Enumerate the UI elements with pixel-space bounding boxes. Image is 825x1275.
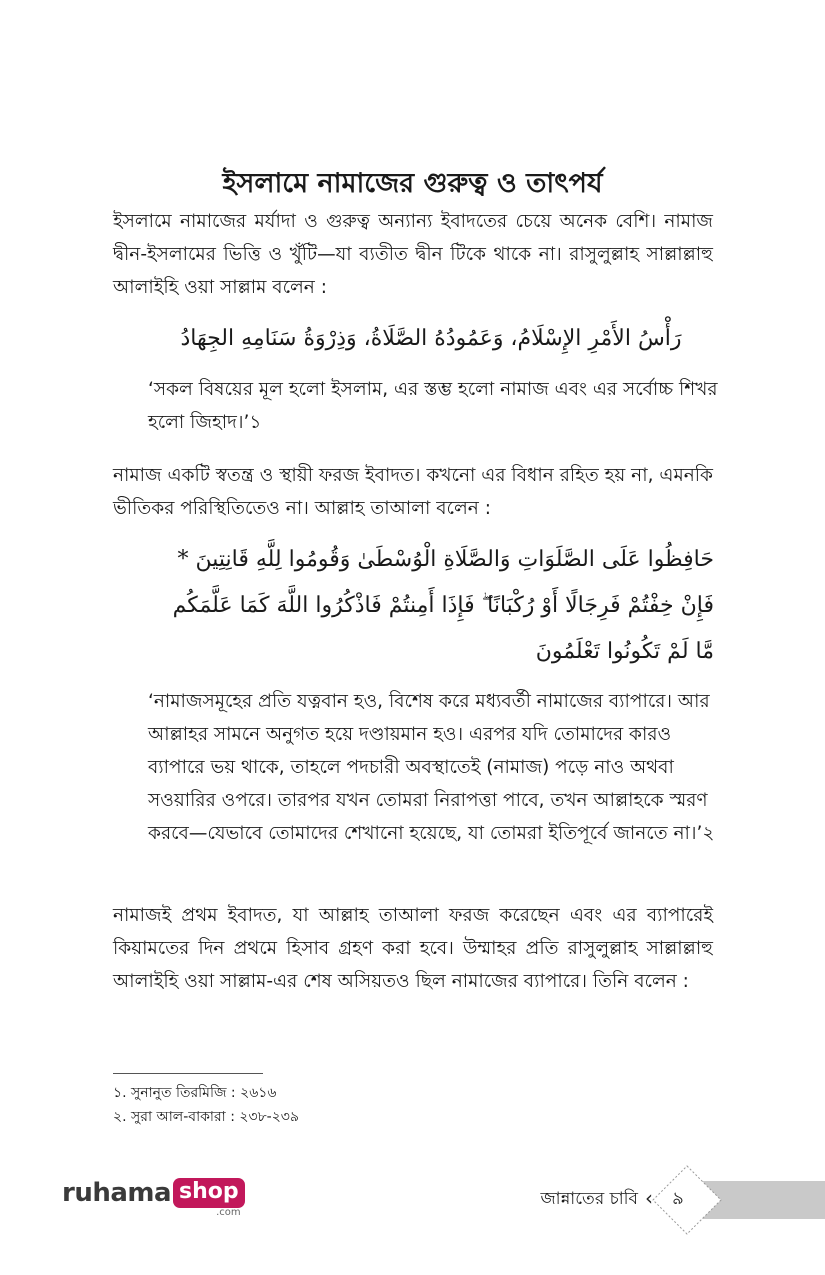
paragraph-intro: ইসলামে নামাজের মর্যাদা ও গুরুত্ব অন্যান্য ইবাদতের চেয়ে অনেক বেশি। নামাজ দ্বীন-ইসলামের ভিত্তি ও খুঁটি—যা ব্যতীত দ্বীন টিকে থাকে না। রাসুলুল্লাহ সাল্লাল্লাহু আলাইহি ওয়া সাল্লাম বলেন :	[113, 211, 713, 298]
paragraph-first-worship: নামাজই প্রথম ইবাদত, যা আল্লাহ তাআলা ফরজ করেছেন এবং এর ব্যাপারেই কিয়ামতের দিন প্রথমে হিসাব গ্রহণ করা হবে। উম্মাহর প্রতি রাসুলুল্লাহ সাল্লাল্লাহু আলাইহি ওয়া সাল্লাম-এর শেষ অসিয়তও ছিল নামাজের ব্যাপারে। তিনি বলেন :	[113, 905, 713, 992]
ruhamashop-logo	[62, 1176, 245, 1216]
ayah-translation: ‘নামাজসমূহের প্রতি যত্নবান হও, বিশেষ করে মধ্যবর্তী নামাজের ব্যাপারে। আর আল্লাহর সামনে অনুগত হয়ে দণ্ডায়মান হও। এরপর যদি তোমাদের কারও ব্যাপারে ভয় থাকে, তাহলে পদচারী অবস্থাতেই (নামাজ) পড়ে নাও অথবা সওয়ারির ওপরে। তারপর যখন তোমরা নিরাপত্তা পাবে, তখন আল্লাহকে স্মরণ করবে—যেভাবে তোমাদের শেখানো হয়েছে, যা তোমরা ইতিপূর্বে জানতে না।’২	[148, 691, 715, 844]
running-book-title: জান্নাতের চাবি	[540, 1189, 638, 1209]
arabic-hadith: رَأْسُ الأَمْرِ الإِسْلَامُ، وَعَمُودُهُ الصَّلَاةُ، وَذِرْوَةُ سَنَامِهِ الجِهَادُ	[180, 326, 682, 351]
page-number: ৯	[672, 1188, 684, 1209]
footnote-2: ২. সুরা আল-বাকারা : ২৩৮-২৩৯	[113, 1109, 299, 1125]
logo-shop-badge	[173, 1176, 245, 1218]
arabic-ayah: حَافِظُوا عَلَى الصَّلَوَاتِ وَالصَّلَاةِ الْوُسْطَىٰ وَقُومُوا لِلَّهِ قَانِتِينَ * فَإِنْ خِفْتُمْ فَرِجَالًا أَوْ رُكْبَانًا ۖ فَإِذَا أَمِنتُمْ فَاذْكُرُوا اللَّهَ كَمَا عَلَّمَكُم مَّا لَمْ تَكُونُوا تَعْلَمُونَ	[172, 547, 714, 664]
paragraph-obligation: নামাজ একটি স্বতন্ত্র ও স্থায়ী ফরজ ইবাদত। কখনো এর বিধান রহিত হয় না, এমনকি ভীতিকর পরিস্থিতিতেও না। আল্লাহ তাআলা বলেন :	[113, 465, 713, 519]
logo-text-shop: shop	[173, 1178, 245, 1208]
logo-text-com: .com	[216, 1207, 241, 1218]
footnote-divider	[113, 1073, 263, 1074]
page-title: ইসলামে নামাজের গুরুত্ব ও তাৎপর্য	[222, 168, 603, 200]
footnote-1: ১. সুনানুত তিরমিজি : ২৬১৬	[113, 1085, 277, 1101]
hadith-translation: ‘সকল বিষয়ের মূল হলো ইসলাম, এর স্তম্ভ হলো নামাজ এবং এর সর্বোচ্চ শিখর হলো জিহাদ।’১	[148, 379, 718, 433]
chevron-left-icon: ‹	[645, 1186, 653, 1210]
logo-text-ruhama: ruhama	[62, 1178, 172, 1208]
